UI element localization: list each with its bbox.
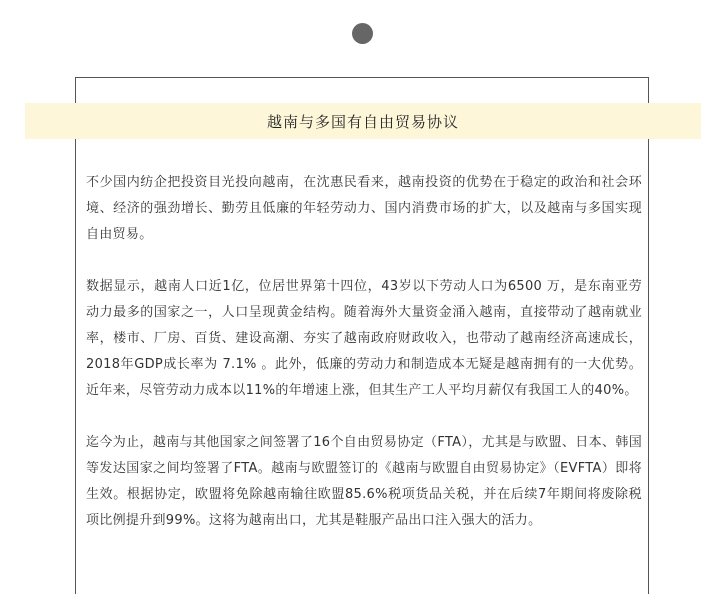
paragraph-3: 迄今为止，越南与其他国家之间签署了16个自由贸易协定（FTA），尤其是与欧盟、日本、韩国等发达国家之间均签署了FTA。越南与欧盟签订的《越南与欧盟自由贸易协定》（EVFTA）即将生效。根据协定，欧盟将免除越南输往欧盟85.6%税项货品关税，并在后续7年期间将废除税项比例提升到99%。这将为越南出口，尤其是鞋服产品出口注入强大的活力。 — [86, 435, 642, 528]
section-title: 越南与多国有自由贸易协议 — [25, 103, 701, 139]
article-body — [86, 170, 642, 560]
section-dot-icon — [352, 23, 373, 44]
paragraph-1: 不少国内纺企把投资目光投向越南，在沈惠民看来，越南投资的优势在于稳定的政治和社会环境、经济的强劲增长、勤劳且低廉的年轻劳动力、国内消费市场的扩大，以及越南与多国实现自由贸易。 — [86, 175, 642, 242]
paragraph-2: 数据显示，越南人口近1亿，位居世界第十四位，43岁以下劳动人口为6500 万，是东南亚劳动力最多的国家之一，人口呈现黄金结构。随着海外大量资金涌入越南，直接带动了越南就业率，楼市、厂房、百货、建设高潮、夯实了越南政府财政收入，也带动了越南经济高速成长，2018年GDP成长率为 7.1% 。此外，低廉的劳动力和制造成本无疑是越南拥有的一大优势。近年来，尽管劳动力成本以11%的年增速上涨，但其生产工人平均月薪仅有我国工人的40%。 — [86, 279, 642, 398]
